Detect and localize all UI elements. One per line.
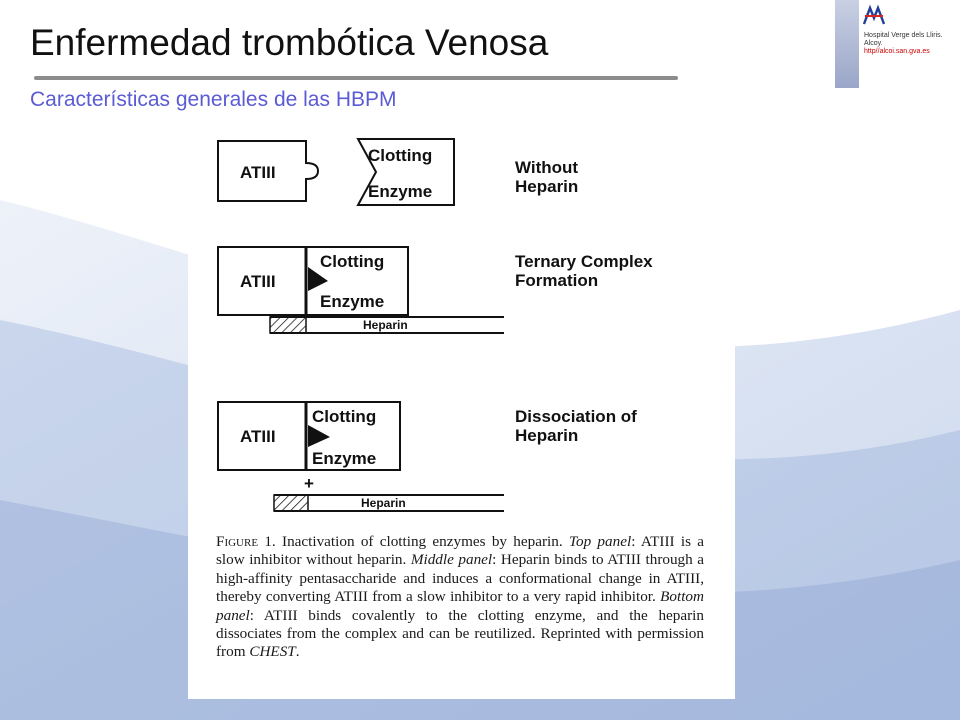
heparin-label: Heparin: [361, 496, 406, 510]
panel-label-line1: Ternary Complex: [515, 252, 653, 271]
atiii-label: ATIII: [240, 163, 276, 182]
caption-text-b: : ATIII is a slow inhibitor without heparin.: [216, 533, 705, 569]
hospital-logo-strip: [835, 0, 859, 88]
page-title: Enfermedad trombótica Venosa: [30, 22, 549, 63]
hospital-name: Hospital Verge dels Lliris.: [864, 32, 943, 39]
caption-top-panel: Top panel: [568, 533, 632, 550]
panel-label-line1: Dissociation of: [515, 407, 637, 426]
enzyme-label-line2: Enzyme: [312, 449, 377, 468]
caption-text-c: : Heparin binds to ATIII through a high-affinity pentasaccharide and induces a conformational change in ATIII, thereby converting ATIII from a slow inhibitor to a very rapid inhibitor.: [216, 551, 705, 606]
atiii-label: ATIII: [240, 272, 276, 291]
hospital-url[interactable]: http//alcoi.san.gva.es: [864, 48, 930, 55]
panel-label-line2: Heparin: [515, 177, 579, 196]
enzyme-label-line2: Enzyme: [368, 182, 433, 201]
caption-middle-panel: Middle panel: [410, 551, 493, 569]
hospital-logo-text: [864, 32, 943, 56]
enzyme-label-line1: Clotting: [312, 407, 377, 426]
figure-caption: [216, 533, 704, 662]
pentasaccharide-hatch: [270, 317, 306, 333]
enzyme-label-line1: Clotting: [320, 252, 385, 271]
hospital-city: Alcoy.: [864, 40, 883, 47]
caption-text-e: .: [295, 643, 300, 661]
pentasaccharide-hatch: [274, 495, 308, 511]
title-underline: [34, 76, 678, 80]
heparin-figure: [188, 129, 735, 699]
panel-label-line2: Formation: [515, 271, 599, 290]
caption-bottom-panel: Bottom panel: [216, 588, 704, 624]
panel-without-heparin: [218, 139, 578, 205]
heparin-label: Heparin: [363, 318, 408, 332]
caption-chest: CHEST: [249, 643, 296, 661]
caption-text-a: Inactivation of clotting enzymes by heparin.: [275, 533, 569, 550]
gva-logo-icon: [862, 4, 886, 28]
heparin-mechanism-diagram: [188, 129, 735, 529]
page-subtitle: Características generales de las HBPM: [30, 88, 397, 111]
enzyme-label-line1: Clotting: [368, 146, 433, 165]
atiii-label: ATIII: [240, 427, 276, 446]
plus-sign: +: [304, 474, 314, 493]
panel-ternary-complex: [218, 247, 653, 333]
panel-label-line2: Heparin: [515, 426, 579, 445]
enzyme-label-line2: Enzyme: [320, 292, 385, 311]
panel-dissociation: [218, 402, 637, 511]
caption-figure-label: Figure 1.: [216, 533, 276, 550]
caption-text-d: : ATIII binds covalently to the clotting enzyme, and the heparin dissociates from the complex and can be reutilized. Reprinted with permission from: [216, 606, 704, 661]
panel-label-line1: Without: [515, 158, 579, 177]
